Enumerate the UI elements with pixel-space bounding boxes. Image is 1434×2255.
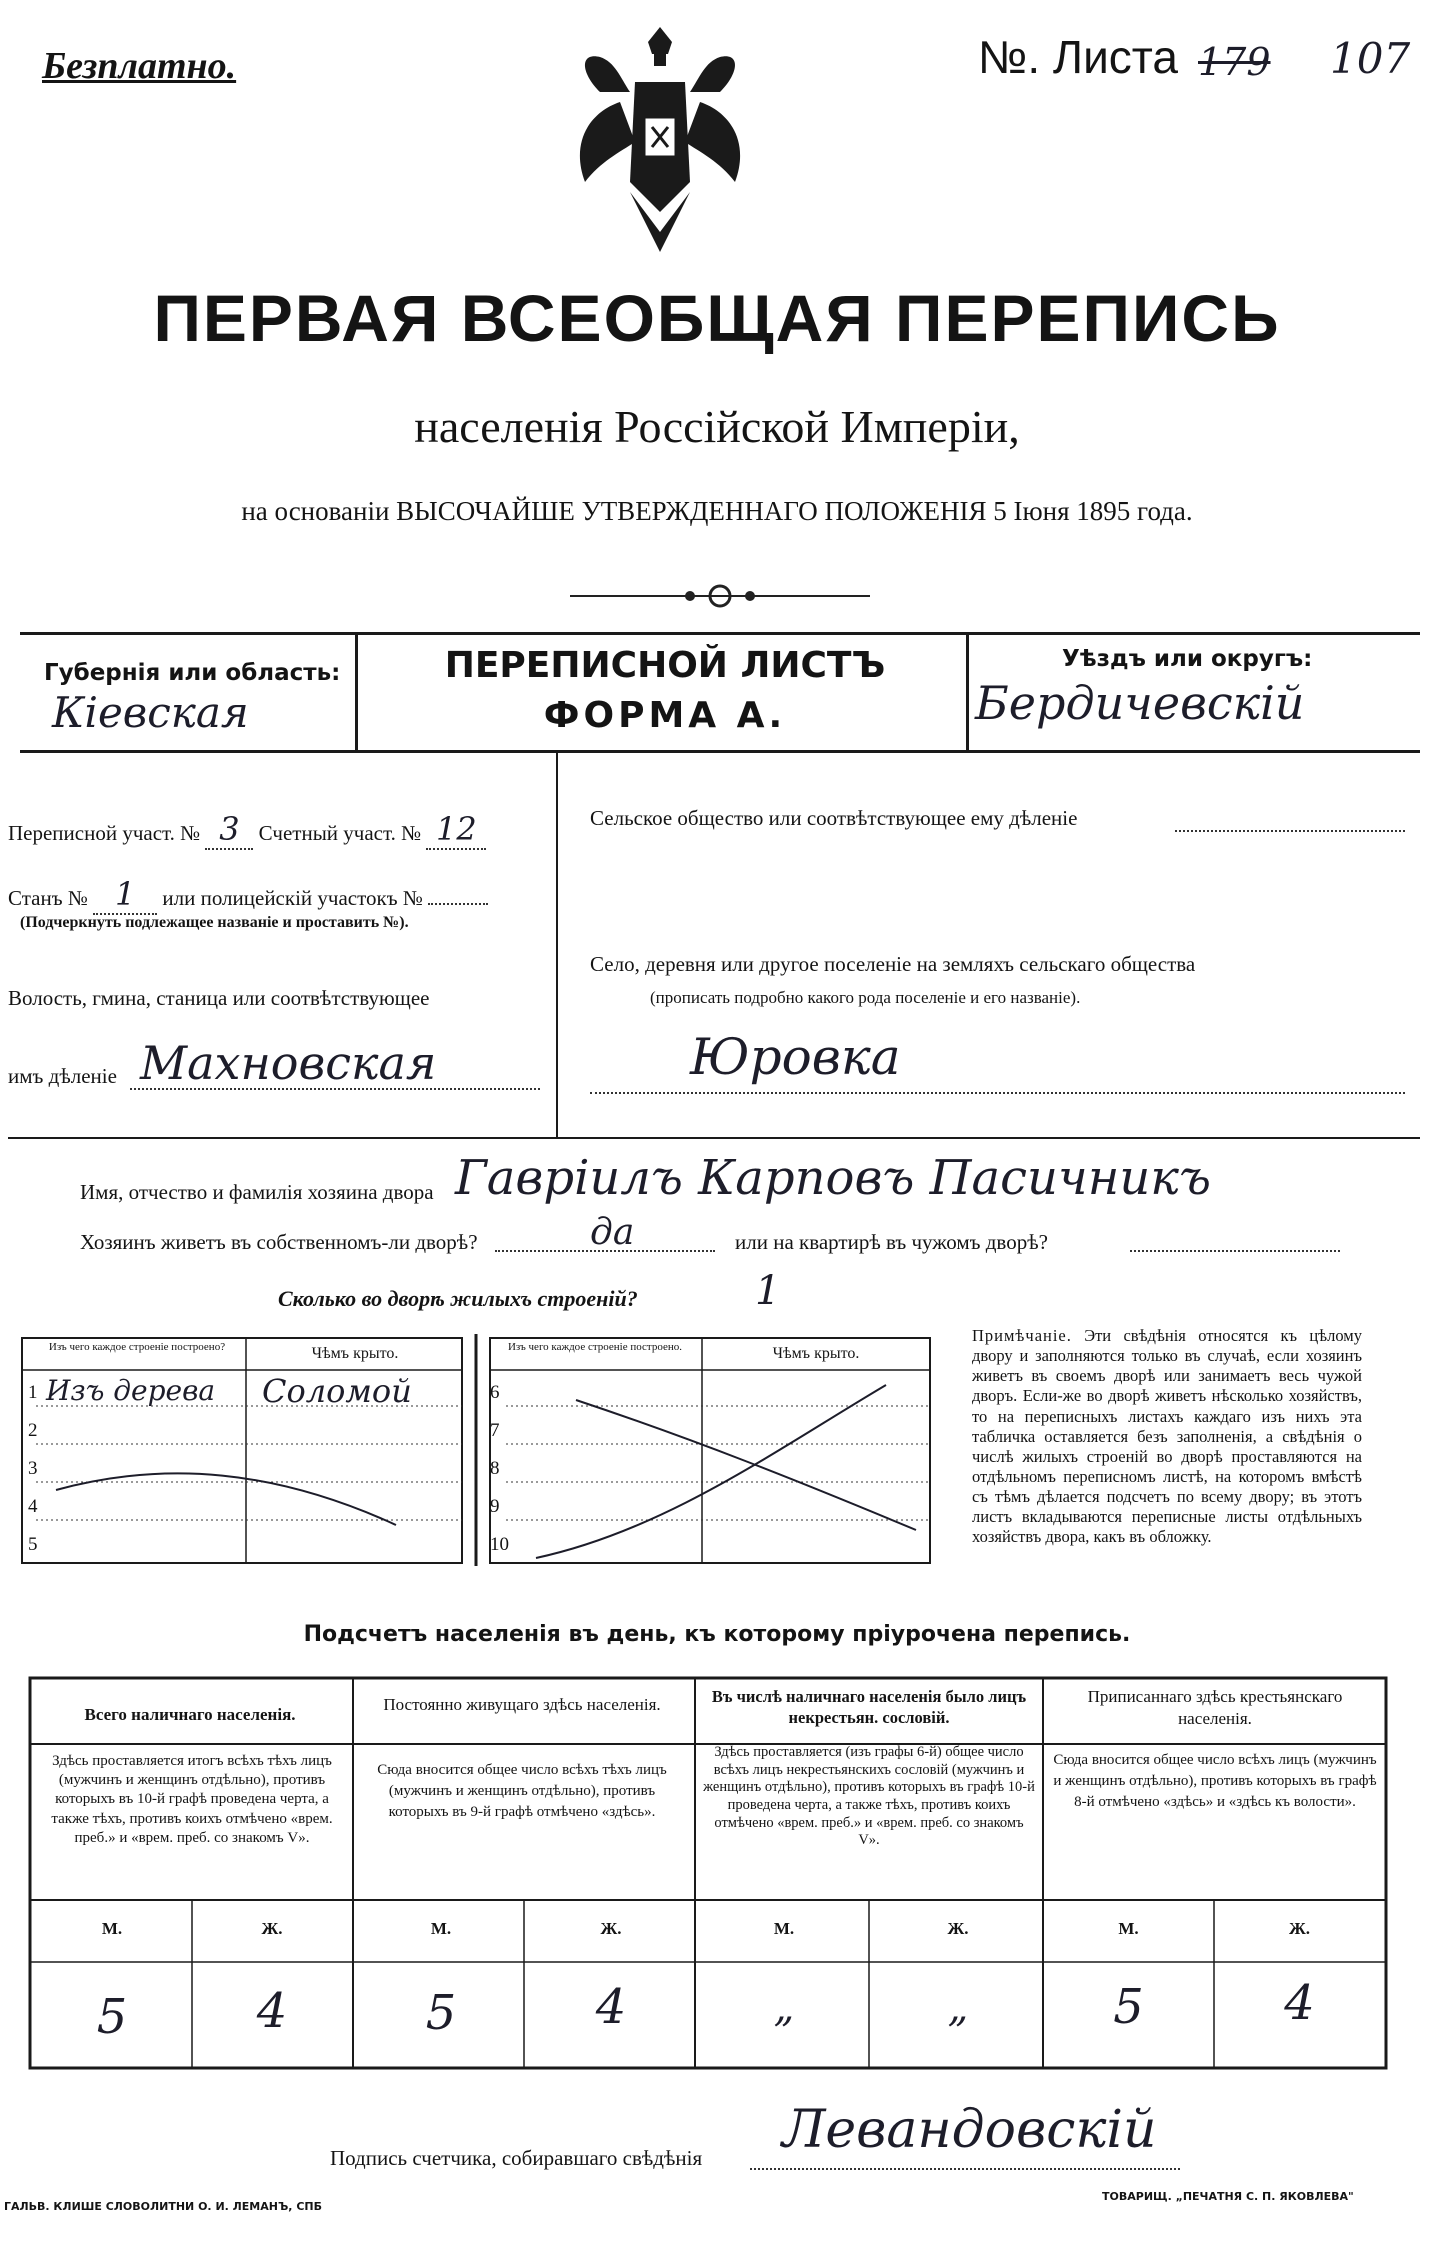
count-col2-body: Сюда вносится общее число всѣхъ тѣхъ лицъ (мужчинъ и женщинъ отдѣльно), противъ которыхъ въ 9-й графѣ отмѣчено «здѣсь». [377,1762,667,1820]
row1-material: Изъ дерева [46,1374,216,1407]
police-label: или полицейскій участокъ № [162,886,423,910]
page-title: ПЕРВАЯ ВСЕОБЩАЯ ПЕРЕПИСЬ [153,281,1281,355]
count-col2-m-label: М. [430,1919,452,1938]
buildings-col2-header: Чѣмъ крыто. [311,1345,399,1362]
census-district-field [8,810,486,850]
count-col2-head: Постоянно живущаго здѣсь населенія. [383,1695,661,1714]
stan-value: 1 [93,875,157,915]
count-col3-f-label: Ж. [947,1919,969,1938]
row1-roof: Соломой [262,1372,412,1410]
count-col4-head: Приписаннаго здѣсь крестьянскаго населенія. [1087,1687,1343,1729]
form-header-bottom-rule [20,750,1420,753]
count-district-value: 12 [426,810,486,850]
census-district-label: Переписной участ. № [8,821,201,845]
row-number-1: 1 [28,1382,38,1403]
uezd-value: Бердичевскій [975,676,1305,730]
basis-line: на основаніи ВЫСОЧАЙШЕ УТВЕРЖДЕННАГО ПОЛОЖЕНІЯ 5 Іюня 1895 года. [241,496,1193,526]
row-number-4: 4 [28,1496,38,1517]
sheet-number-label [978,30,1178,84]
fields-column-divider [556,752,558,1137]
owner-rent-label: или на квартирѣ въ чужомъ дворѣ? [735,1230,1048,1254]
count-col1-m-label: М. [101,1919,123,1938]
stan-label: Станъ № [8,886,88,910]
count-col3-m-value: „ [773,1985,795,2031]
volost-label: Волость, гмина, станица или соотвѣтствующее [8,986,430,1010]
count-col1-f-value: 4 [256,1983,288,2039]
buildings-count-label: Сколько во дворѣ жилыхъ строеній? [278,1286,638,1311]
buildings-count-value: 1 [755,1268,781,1314]
owner-rent-underline [1130,1250,1340,1252]
underline-note: (Подчеркнуть подлежащее названіе и проставить №). [20,914,409,931]
sheet-number-text: №. Листа [978,31,1178,83]
owner-own-value: да [590,1212,635,1253]
count-col4-m-value: 5 [1113,1979,1144,2035]
buildings-note [972,1326,1362,1547]
society-underline [1175,830,1405,832]
row-number-9: 9 [490,1496,500,1517]
owner-own-label: Хозяинъ живетъ въ собственномъ-ли дворѣ? [80,1230,478,1254]
gubernia-value: Кіевская [52,688,249,737]
count-district-label: Счетный участ. № [258,821,422,845]
free-label: Безплатно. [42,45,237,87]
society-label: Сельское общество или соотвѣтствующее ему дѣленіе [590,806,1078,830]
count-title: Подсчетъ населенія въ день, къ которому пріурочена перепись. [303,1622,1131,1647]
owner-name-label: Имя, отчество и фамилія хозяина двора [80,1180,434,1204]
buildings-col1b-header: Изъ чего каждое строеніе построено. [507,1341,683,1353]
count-col4-f-value: 4 [1284,1975,1315,2031]
row-number-2: 2 [28,1420,38,1441]
village-label: Село, деревня или другое поселеніе на земляхъ сельскаго общества [590,952,1196,976]
buildings-table [16,1330,946,1570]
count-col1-f-label: Ж. [261,1919,283,1938]
form-title: ПЕРЕПИСНОЙ ЛИСТЪ [444,645,886,686]
owner-top-rule [8,1137,1420,1139]
count-col1-body: Здѣсь проставляется итогъ всѣхъ тѣхъ лицъ (мужчинъ и женщинъ отдѣльно), противъ которыхъ въ 10-й графѣ проведена черта, а также тѣхъ, противъ коихъ отмѣчено «врем. преб.» и «врем. преб. со знакомъ V». [51,1753,333,1846]
village-value: Юровка [690,1028,901,1086]
buildings-col1-header: Изъ чего каждое строеніе построено? [48,1341,226,1353]
stan-field [8,875,488,915]
printer-right: ТОВАРИЩ. „ПЕЧАТНЯ С. П. ЯКОВЛЕВА" [1102,2190,1354,2203]
count-col2-f-label: Ж. [600,1919,622,1938]
count-col4-m-label: М. [1118,1919,1139,1938]
sheet-number-struck: 179 [1198,40,1271,84]
signature-value: Левандовскій [782,2100,1157,2160]
ornament-divider [570,576,870,616]
count-col1-head: Всего наличнаго населенія. [84,1705,296,1724]
double-headed-eagle-icon [560,22,760,272]
volost-label-2: имъ дѣленіе [8,1064,117,1088]
row-number-6: 6 [490,1382,500,1403]
form-header-divider-left [355,632,358,750]
row-number-8: 8 [490,1458,500,1479]
count-col3-m-label: М. [773,1919,795,1938]
buildings-col2b-header: Чѣмъ крыто. [772,1345,860,1362]
form-header-divider-right [966,632,969,750]
row-number-5: 5 [28,1534,38,1555]
uezd-label: Уѣздъ или округъ: [1062,646,1313,672]
row-number-10: 10 [490,1534,509,1555]
note-text: Эти свѣдѣнія относятся къ цѣлому двору и заполняются только въ случаѣ, если хозяинъ живетъ въ своемъ дворѣ или занимаетъ весь чужой дворъ. Если-же во дворѣ живетъ нѣсколько хозяйствъ, то на переписныхъ листахъ каждаго изъ нихъ эта табличка оставляется безъ заполненія, а свѣдѣнія о числѣ жилыхъ строеній во дворѣ проставляются на отдѣльномъ переписномъ листѣ, на которомъ вмѣстѣ съ тѣмъ дѣлается подсчетъ по всему двору; въ этотъ листъ вкладываются переписные листы отдѣльныхъ хозяйствъ двора, какъ въ обложку. [972,1326,1362,1547]
owner-own-underline [495,1250,715,1252]
owner-name-value: Гаврiилъ Карповъ Пасичникъ [455,1150,1211,1206]
count-col3-head: Въ числѣ наличнаго населенія было лицъ некрестьян. сословій. [711,1687,1027,1728]
village-note: (прописать подробно какого рода поселеніе и его названіе). [650,988,1081,1007]
village-underline [590,1092,1405,1094]
count-col4-body: Сюда вносится общее число всѣхъ лицъ (мужчинъ и женщинъ отдѣльно), противъ которыхъ въ графѣ 8-й отмѣчено «здѣсь» и «здѣсь къ волости». [1053,1752,1377,1810]
page-subtitle: населенія Россійской Имперіи, [414,401,1020,452]
signature-label: Подпись счетчика, собиравшаго свѣдѣнія [330,2146,703,2170]
signature-underline [750,2168,1180,2170]
volost-value: Махновская [140,1036,437,1090]
printer-left: ГАЛЬВ. КЛИШЕ СЛОВОЛИТНИ О. И. ЛЕМАНЪ, СПБ [4,2200,322,2213]
row-number-3: 3 [28,1458,38,1479]
gubernia-label: Губернія или область: [44,660,341,686]
census-district-value: 3 [205,810,253,850]
volost-underline [130,1088,540,1090]
note-label: Примѣчаніе. [972,1326,1072,1345]
sheet-number-hand: 107 [1330,34,1411,83]
count-col1-m-value: 5 [96,1989,128,2045]
count-col3-f-value: „ [947,1985,969,2031]
row-number-7: 7 [490,1420,500,1441]
form-top-rule [20,632,1420,635]
form-letter: ФОРМА А. [543,695,787,736]
count-col2-f-value: 4 [595,1979,627,2035]
count-col2-m-value: 5 [425,1985,457,2041]
count-col4-f-label: Ж. [1288,1919,1311,1938]
count-col3-body: Здѣсь проставляется (изъ графы 6-й) общее число всѣхъ лицъ некрестьянскихъ сословій (мужчинъ и женщинъ отдѣльно), противъ которыхъ въ графѣ 10-й проведена черта, а также тѣхъ, противъ коихъ отмѣчено «врем. преб.» и «врем. преб. со знакомъ V». [703,1744,1035,1849]
